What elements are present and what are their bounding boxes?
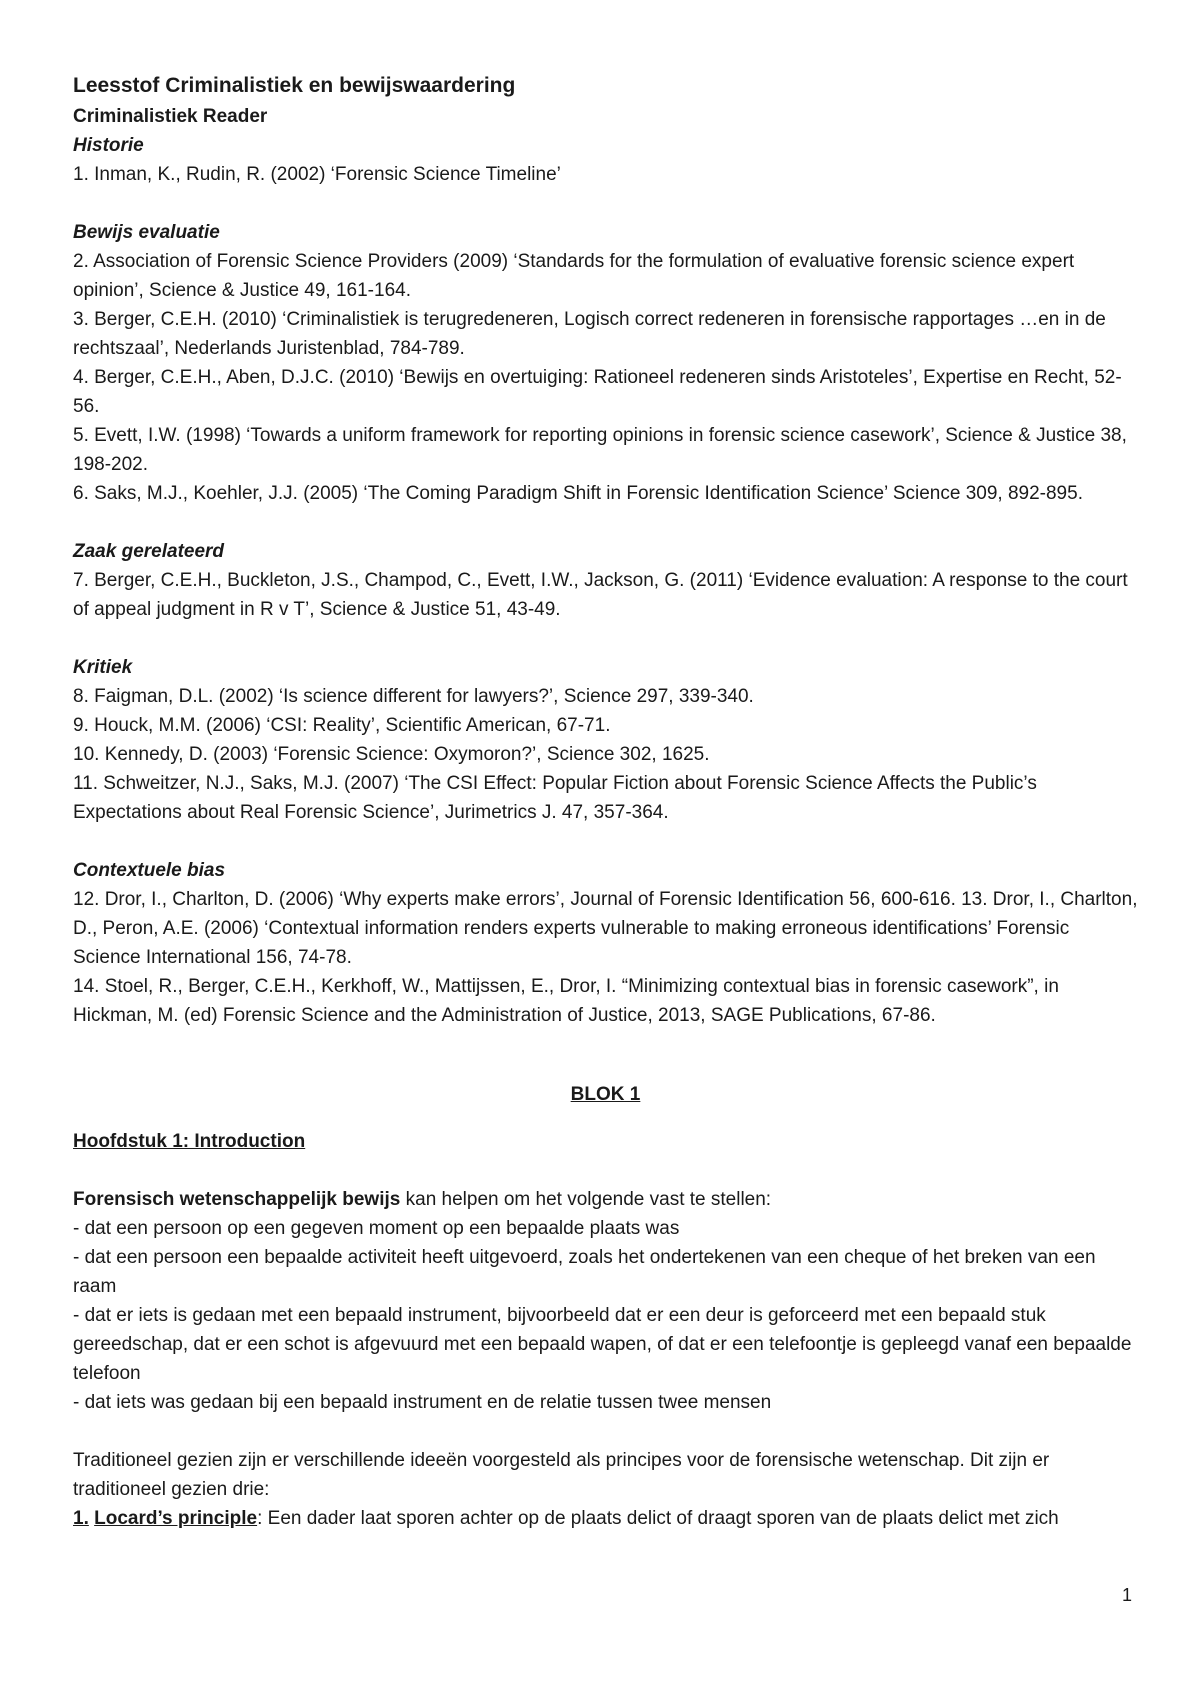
bullet-item: - dat een persoon een bepaalde activiteit heeft uitgevoerd, zoals het ondertekenen van een cheque of het breken van een raam (73, 1247, 1096, 1297)
document-title: Leesstof Criminalistiek en bewijswaardering (73, 74, 516, 97)
section-heading-historie: Historie (73, 135, 144, 156)
reference-item: 14. Stoel, R., Berger, C.E.H., Kerkhoff, W., Mattijssen, E., Dror, I. “Minimizing contextual bias in forensic casework”, in Hickman, M. (ed) Forensic Science and the Administration of Justice, 2013, SAGE Publications, 67-86. (73, 976, 1059, 1026)
principle-text: : Een dader laat sporen achter op de plaats delict of draagt sporen van de plaats delict met zich (257, 1508, 1059, 1529)
reference-item: 11. Schweitzer, N.J., Saks, M.J. (2007) ‘The CSI Effect: Popular Fiction about Forensic Science Affects the Public’s Expectations about Real Forensic Science’, Jurimetrics J. 47, 357-364. (73, 773, 1037, 823)
intro-line (73, 1185, 1138, 1214)
document-subtitle: Criminalistiek Reader (73, 106, 268, 127)
bullet-item: - dat een persoon op een gegeven moment op een bepaalde plaats was (73, 1218, 680, 1239)
page-number: 1 (1121, 1585, 1132, 1605)
intro-bold-term: Forensisch wetenschappelijk bewijs (73, 1189, 401, 1210)
traditional-text: Traditioneel gezien zijn er verschillende ideeën voorgesteld als principes voor de forensische wetenschap. Dit zijn er traditioneel gezien drie: (73, 1450, 1050, 1500)
bullet-item: - dat iets was gedaan bij een bepaald instrument en de relatie tussen twee mensen (73, 1392, 772, 1413)
reference-item: 4. Berger, C.E.H., Aben, D.J.C. (2010) ‘Bewijs en overtuiging: Rationeel redeneren sinds Aristoteles’, Expertise en Recht, 52-56. (73, 367, 1122, 417)
reference-item: 8. Faigman, D.L. (2002) ‘Is science different for lawyers?’, Science 297, 339-340. (73, 686, 754, 707)
section-bewijs-evaluatie (73, 218, 1138, 508)
chapter-heading: Hoofdstuk 1: Introduction (73, 1131, 306, 1152)
section-heading-contextuele-bias: Contextuele bias (73, 860, 226, 881)
document-page (73, 70, 1138, 1533)
section-heading-zaak-gerelateerd: Zaak gerelateerd (73, 541, 225, 562)
reference-item: 10. Kennedy, D. (2003) ‘Forensic Science: Oxymoron?’, Science 302, 1625. (73, 744, 710, 765)
section-heading-kritiek: Kritiek (73, 657, 133, 678)
reference-item: 2. Association of Forensic Science Providers (2009) ‘Standards for the formulation of evaluative forensic science expert opinion’, Science & Justice 49, 161-164. (73, 251, 1075, 301)
intro-text: kan helpen om het volgende vast te stellen: (400, 1189, 772, 1210)
principle-line (73, 1504, 1138, 1533)
principles-paragraph (73, 1446, 1138, 1533)
section-heading-bewijs-evaluatie: Bewijs evaluatie (73, 222, 220, 243)
reference-item: 12. Dror, I., Charlton, D. (2006) ‘Why experts make errors’, Journal of Forensic Identification 56, 600-616. 13. Dror, I., Charlton, D., Peron, A.E. (2006) ‘Contextual information renders experts vulnerable to making erroneous identifications’ Forensic Science International 156, 74-78. (73, 889, 1138, 968)
bullet-item: - dat er iets is gedaan met een bepaald instrument, bijvoorbeeld dat er een deur is geforceerd met een bepaald stuk gereedschap, dat er een schot is afgevuurd met een bepaald wapen, of dat er een telefoontje is gepleegd vanaf een bepaalde telefoon (73, 1305, 1132, 1384)
blok-heading: BLOK 1 (570, 1084, 641, 1105)
principle-name: Locard’s principle (94, 1508, 258, 1529)
principle-number: 1. (73, 1508, 89, 1529)
section-zaak-gerelateerd (73, 537, 1138, 624)
section-kritiek (73, 653, 1138, 827)
section-contextuele-bias (73, 856, 1138, 1030)
reference-item: 9. Houck, M.M. (2006) ‘CSI: Reality’, Scientific American, 67-71. (73, 715, 611, 736)
reference-item: 6. Saks, M.J., Koehler, J.J. (2005) ‘The Coming Paradigm Shift in Forensic Identification Science’ Science 309, 892-895. (73, 483, 1083, 504)
reference-item: 1. Inman, K., Rudin, R. (2002) ‘Forensic Science Timeline’ (73, 164, 561, 185)
section-historie (73, 131, 1138, 189)
reference-item: 7. Berger, C.E.H., Buckleton, J.S., Champod, C., Evett, I.W., Jackson, G. (2011) ‘Evidence evaluation: A response to the court of appeal judgment in R v T’, Science & Justice 51, 43-49. (73, 570, 1128, 620)
intro-paragraph (73, 1185, 1138, 1417)
reference-item: 5. Evett, I.W. (1998) ‘Towards a uniform framework for reporting opinions in forensic science casework’, Science & Justice 38, 198-202. (73, 425, 1127, 475)
reference-item: 3. Berger, C.E.H. (2010) ‘Criminalistiek is terugredeneren, Logisch correct redeneren in forensische rapportages …en in de rechtszaal’, Nederlands Juristenblad, 784-789. (73, 309, 1106, 359)
